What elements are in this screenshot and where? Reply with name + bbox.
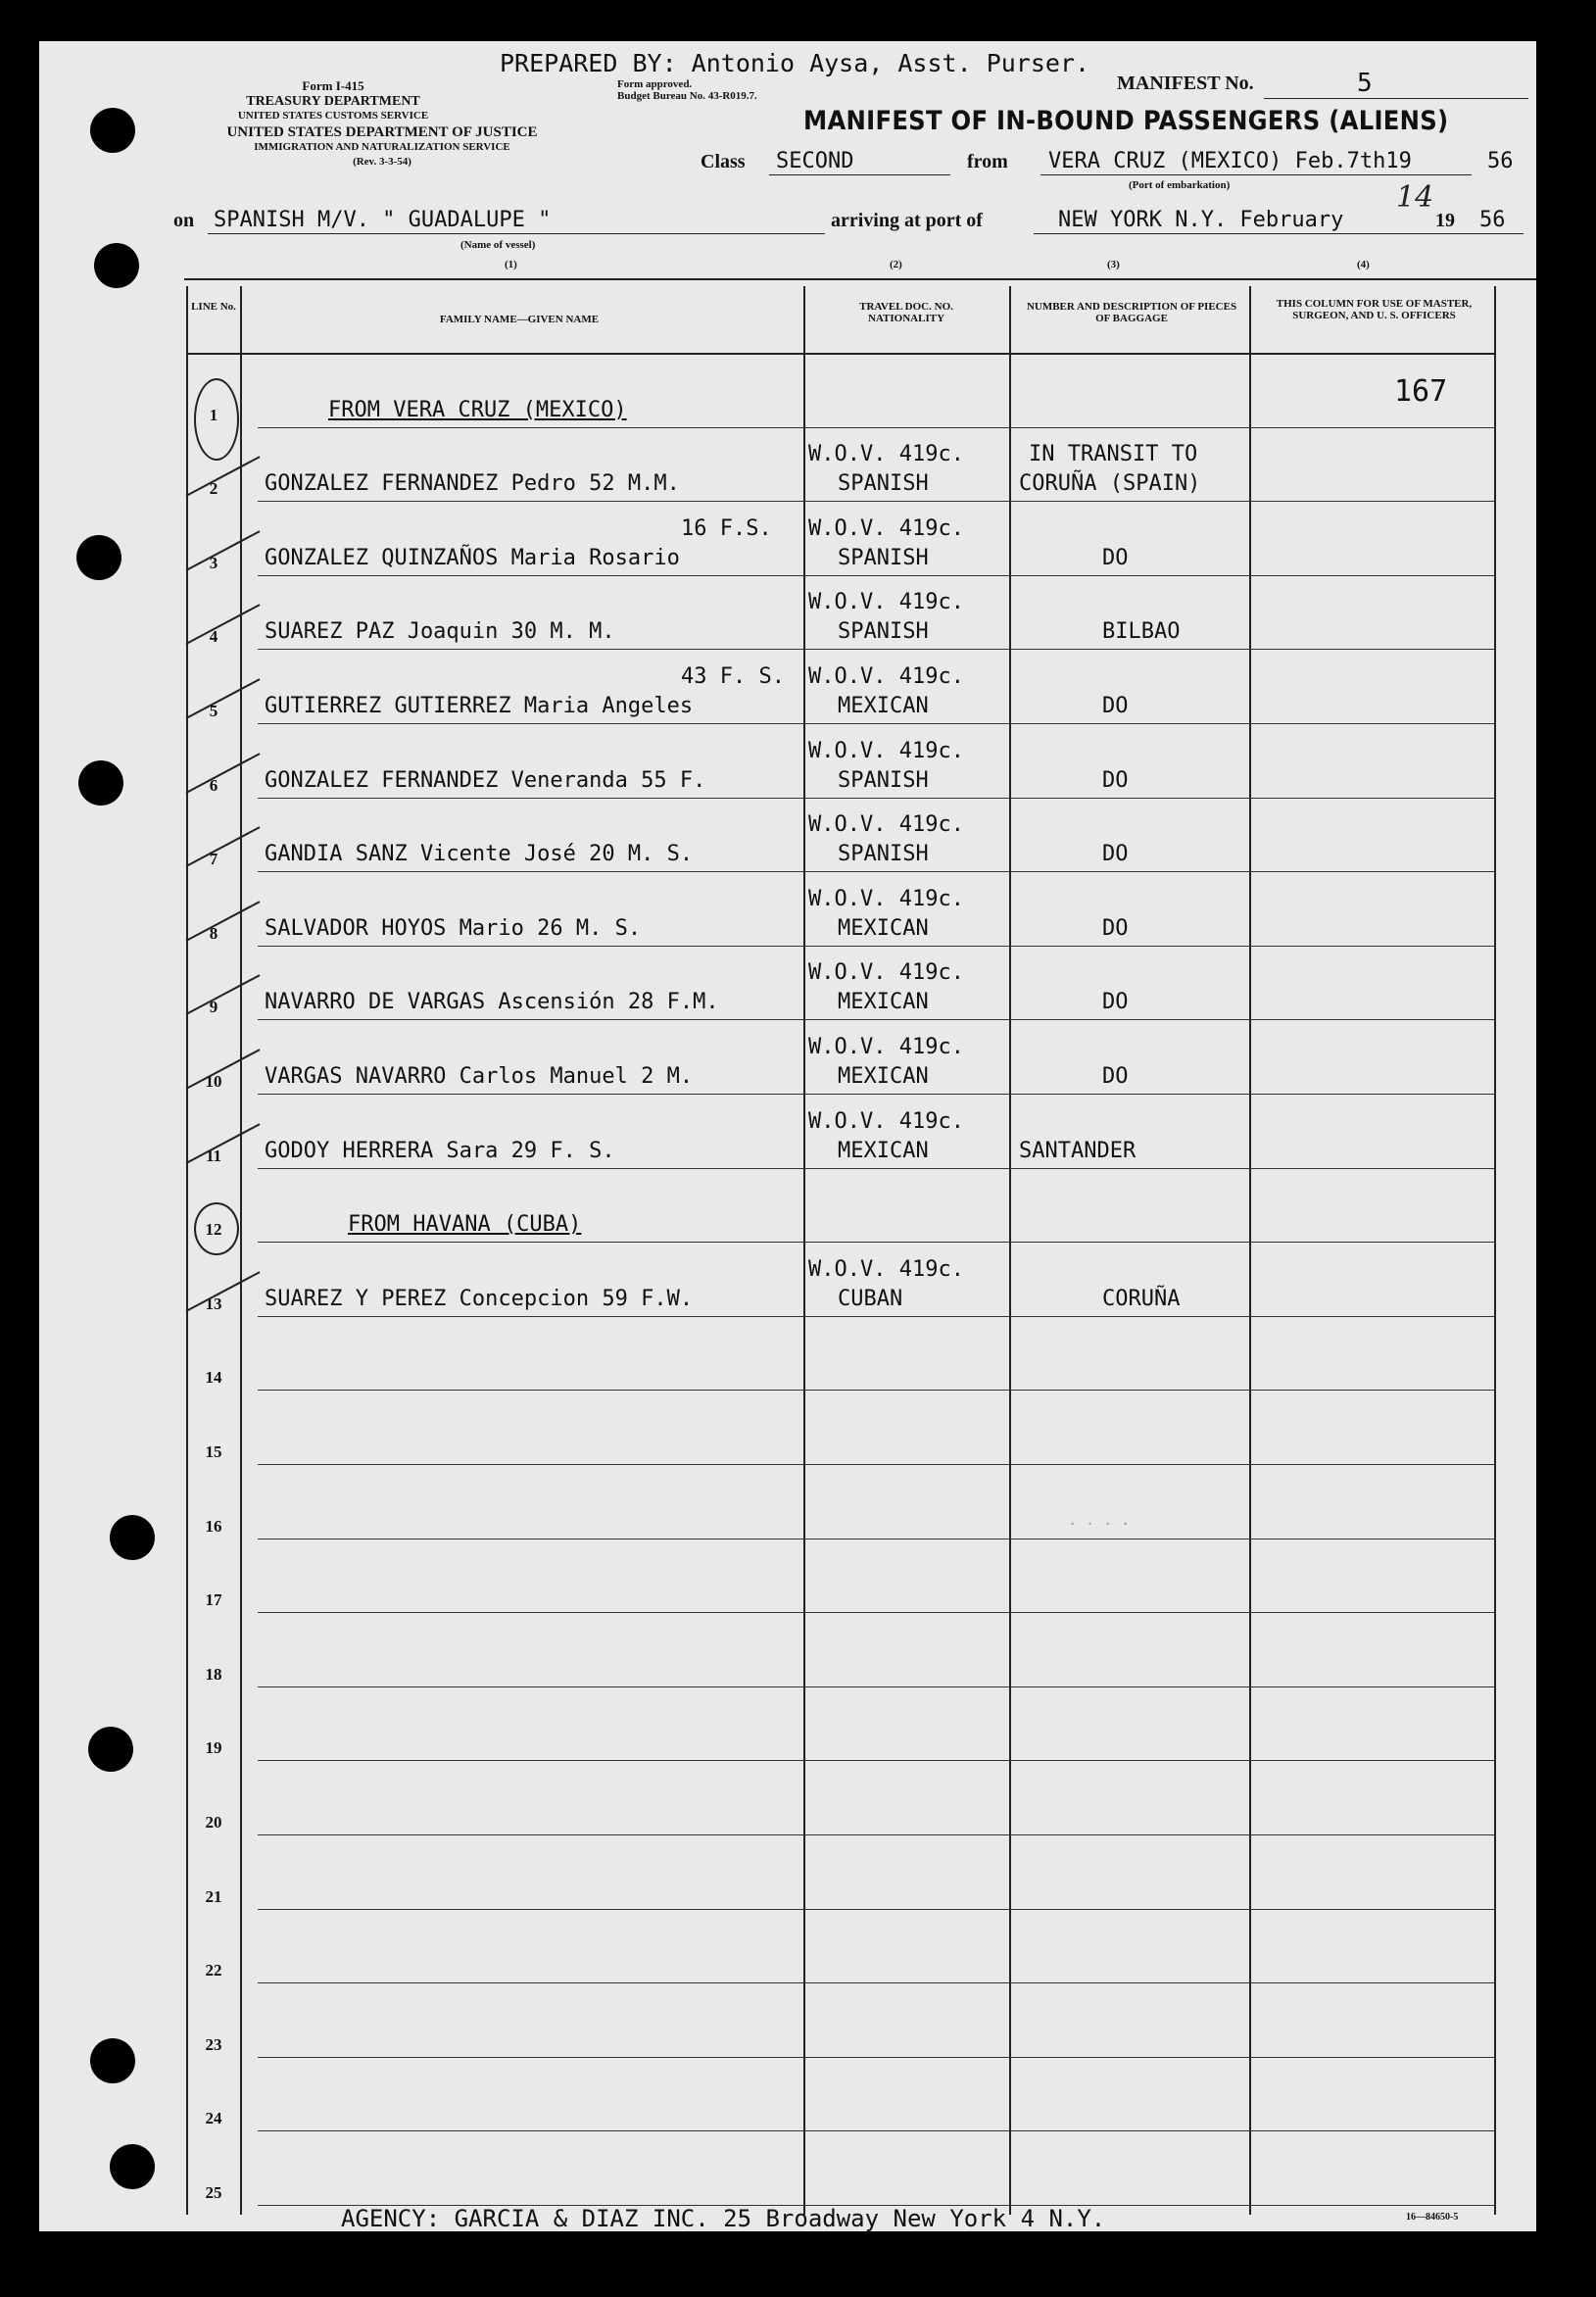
row-rule (258, 1464, 1494, 1465)
doj-block (167, 125, 598, 170)
travel-doc: W.O.V. 419c. (808, 590, 964, 615)
passenger-name: VARGAS NAVARRO Carlos Manuel 2 M. (265, 1064, 694, 1089)
line-number: 17 (205, 1590, 222, 1610)
prepared-by: PREPARED BY: Antonio Aysa, Asst. Purser. (500, 49, 1090, 77)
row-rule (258, 575, 1494, 576)
from-label: from (967, 151, 1008, 172)
punch-hole (78, 760, 123, 806)
line-number: 5 (209, 702, 218, 720)
budget-bureau: Budget Bureau No. 43-R019.7. (617, 90, 757, 102)
header-baggage: NUMBER AND DESCRIPTION OF PIECES OF BAGGAGE (1026, 301, 1237, 324)
travel-doc: W.O.V. 419c. (808, 1256, 964, 1282)
form-code: 16—84650-5 (1406, 2212, 1459, 2223)
punch-hole (90, 2038, 135, 2083)
line-number: 1 (209, 405, 218, 424)
header-bottom-line (186, 353, 1494, 355)
row-rule (258, 1982, 1494, 1983)
row-rule (258, 1834, 1494, 1835)
arriving-value: NEW YORK N.Y. February (1058, 208, 1344, 232)
line-number: 7 (209, 850, 218, 869)
vessel-caption: (Name of vessel) (460, 239, 536, 251)
doj-title: UNITED STATES DEPARTMENT OF JUSTICE (226, 124, 538, 140)
passenger-age-sex: 16 F.S. (681, 515, 772, 541)
bleedthrough-text: . . . . (1068, 1511, 1131, 1529)
baggage-destination: DO (1102, 767, 1129, 793)
punch-hole (110, 1515, 155, 1560)
row-rule (258, 871, 1494, 872)
arriving-19: 19 (1435, 210, 1455, 231)
passenger-name: SUAREZ Y PEREZ Concepcion 59 F.W. (265, 1286, 694, 1311)
line-number: 9 (209, 998, 218, 1017)
port-caption: (Port of embarkation) (1129, 179, 1231, 191)
passenger-name: GONZALEZ QUINZAÑOS Maria Rosario (265, 545, 680, 570)
travel-doc: W.O.V. 419c. (808, 1035, 964, 1059)
col2-number: (2) (890, 259, 902, 270)
nationality: SPANISH (838, 767, 929, 793)
punch-hole (110, 2144, 155, 2189)
manifest-no-line (1264, 98, 1528, 99)
line-number: 12 (205, 1220, 222, 1240)
row-rule (258, 427, 1494, 428)
port-heading: FROM HAVANA (CUBA) (348, 1212, 582, 1238)
line-number: 14 (205, 1368, 222, 1388)
line-number: 18 (205, 1664, 222, 1684)
row-rule (258, 1019, 1494, 1020)
baggage-note: IN TRANSIT TO (1029, 442, 1198, 467)
stamp-number: 167 (1394, 374, 1448, 409)
from-line (1040, 174, 1472, 175)
line-number: 11 (205, 1146, 222, 1165)
form-approved: Form approved. (617, 78, 693, 90)
arriving-day-handwritten: 14 (1396, 180, 1434, 215)
line-number: 8 (209, 923, 218, 943)
row-rule (258, 946, 1494, 947)
row-rule (258, 1242, 1494, 1243)
baggage-destination: DO (1102, 694, 1129, 718)
baggage-destination: DO (1102, 990, 1129, 1015)
baggage-destination: DO (1102, 545, 1129, 570)
passenger-name: SUAREZ PAZ Joaquin 30 M. M. (265, 619, 615, 645)
port-heading: FROM VERA CRUZ (MEXICO) (328, 397, 627, 422)
row-rule (258, 2057, 1494, 2058)
passenger-name: GONZALEZ FERNANDEZ Pedro 52 M.M. (265, 471, 680, 497)
from-year: 56 (1487, 149, 1514, 173)
row-rule (258, 1612, 1494, 1613)
baggage-destination: CORUÑA (1102, 1286, 1181, 1311)
header-officers: THIS COLUMN FOR USE OF MASTER, SURGEON, AND U. S. OFFICERS (1276, 298, 1473, 321)
col3-number: (3) (1107, 259, 1120, 270)
line-number: 22 (205, 1961, 222, 1980)
baggage-destination: DO (1102, 842, 1129, 867)
baggage-destination: CORUÑA (SPAIN) (1019, 471, 1201, 497)
baggage-destination: BILBAO (1102, 619, 1181, 645)
revision: (Rev. 3-3-54) (353, 156, 411, 168)
vessel-value: SPANISH M/V. " GUADALUPE " (214, 208, 552, 232)
passenger-name: GANDIA SANZ Vicente José 20 M. S. (265, 842, 694, 867)
punch-hole (94, 243, 139, 288)
row-rule (258, 649, 1494, 650)
punch-hole (88, 1727, 133, 1772)
passenger-name: SALVADOR HOYOS Mario 26 M. S. (265, 915, 642, 941)
nationality: MEXICAN (838, 915, 929, 941)
row-rule (258, 723, 1494, 724)
nationality: SPANISH (838, 545, 929, 570)
row-rule (258, 1909, 1494, 1910)
baggage-destination: SANTANDER (1019, 1138, 1137, 1163)
passenger-name: GODOY HERRERA Sara 29 F. S. (265, 1138, 615, 1163)
table-top-border (184, 278, 1536, 280)
row-rule (258, 2130, 1494, 2131)
line-number: 24 (205, 2109, 222, 2128)
col1-number: (1) (505, 259, 517, 270)
punch-hole (90, 108, 135, 153)
form-block (206, 78, 460, 122)
manifest-sheet (39, 41, 1536, 2231)
row-rule (258, 1390, 1494, 1391)
travel-doc: W.O.V. 419c. (808, 960, 964, 986)
table-right-border (1494, 286, 1496, 2215)
nationality: SPANISH (838, 471, 929, 497)
line-number: 3 (209, 553, 218, 572)
manifest-no-label: MANIFEST No. (1117, 73, 1254, 94)
treasury-department: TREASURY DEPARTMENT (246, 94, 420, 109)
header-line-no: LINE No. (191, 301, 236, 313)
line-number: 23 (205, 2034, 222, 2054)
agency: AGENCY: GARCIA & DIAZ INC. 25 Broadway New York 4 N.Y. (341, 2205, 1106, 2232)
nationality: SPANISH (838, 619, 929, 645)
line-circle (194, 378, 239, 461)
row-rule (258, 1094, 1494, 1095)
baggage-destination: DO (1102, 1064, 1129, 1089)
travel-doc: W.O.V. 419c. (808, 812, 964, 838)
class-line (769, 174, 950, 175)
line-number: 20 (205, 1813, 222, 1832)
line-number: 25 (205, 2183, 222, 2202)
row-rule (258, 1686, 1494, 1687)
page-title: MANIFEST OF IN-BOUND PASSENGERS (ALIENS) (803, 106, 1449, 136)
baggage-destination: DO (1102, 915, 1129, 941)
punch-hole (76, 535, 121, 580)
travel-doc: W.O.V. 419c. (808, 442, 964, 467)
on-label: on (173, 210, 195, 231)
row-rule (258, 798, 1494, 799)
class-value: SECOND (776, 149, 854, 173)
passenger-name: GONZALEZ FERNANDEZ Veneranda 55 F. (265, 767, 706, 793)
line-number: 16 (205, 1516, 222, 1536)
row-rule (258, 501, 1494, 502)
line-number: 21 (205, 1886, 222, 1906)
line-column-border (240, 286, 242, 2215)
header-travel-doc: TRAVEL DOC. NO. NATIONALITY (859, 301, 953, 324)
header-name: FAMILY NAME—GIVEN NAME (439, 314, 600, 325)
nationality: MEXICAN (838, 990, 929, 1015)
customs-service: UNITED STATES CUSTOMS SERVICE (237, 110, 429, 122)
nationality: MEXICAN (838, 1138, 929, 1163)
ins-title: IMMIGRATION AND NATURALIZATION SERVICE (254, 141, 510, 153)
manifest-no-value: 5 (1357, 69, 1373, 98)
line-number: 15 (205, 1442, 222, 1461)
arriving-label: arriving at port of (831, 210, 983, 231)
arriving-line (1034, 233, 1523, 234)
travel-doc: W.O.V. 419c. (808, 738, 964, 763)
vessel-line (208, 233, 825, 234)
nationality: SPANISH (838, 842, 929, 867)
from-value: VERA CRUZ (MEXICO) Feb.7th19 (1048, 149, 1412, 173)
nationality: MEXICAN (838, 694, 929, 718)
arriving-year: 56 (1479, 208, 1506, 232)
passenger-name: NAVARRO DE VARGAS Ascensión 28 F.M. (265, 990, 719, 1015)
line-number: 2 (209, 479, 218, 499)
nationality: CUBAN (838, 1286, 903, 1311)
travel-doc: W.O.V. 419c. (808, 664, 964, 689)
passenger-name: GUTIERREZ GUTIERREZ Maria Angeles (265, 694, 694, 718)
travel-doc: W.O.V. 419c. (808, 886, 964, 911)
row-rule (258, 1316, 1494, 1317)
passenger-age-sex: 43 F. S. (681, 664, 785, 689)
travel-doc: W.O.V. 419c. (808, 515, 964, 541)
row-rule (258, 1760, 1494, 1761)
row-rule (258, 1168, 1494, 1169)
line-circle (194, 1202, 239, 1255)
col4-number: (4) (1357, 259, 1370, 270)
line-number: 6 (209, 775, 218, 795)
line-number: 10 (205, 1072, 222, 1091)
travel-doc: W.O.V. 419c. (808, 1108, 964, 1134)
line-number: 4 (209, 627, 218, 647)
form-approved-block (617, 78, 757, 102)
class-label: Class (701, 151, 746, 172)
nationality: MEXICAN (838, 1064, 929, 1089)
form-number: Form I-415 (302, 78, 364, 93)
line-number: 13 (205, 1294, 222, 1313)
line-number: 19 (205, 1738, 222, 1758)
